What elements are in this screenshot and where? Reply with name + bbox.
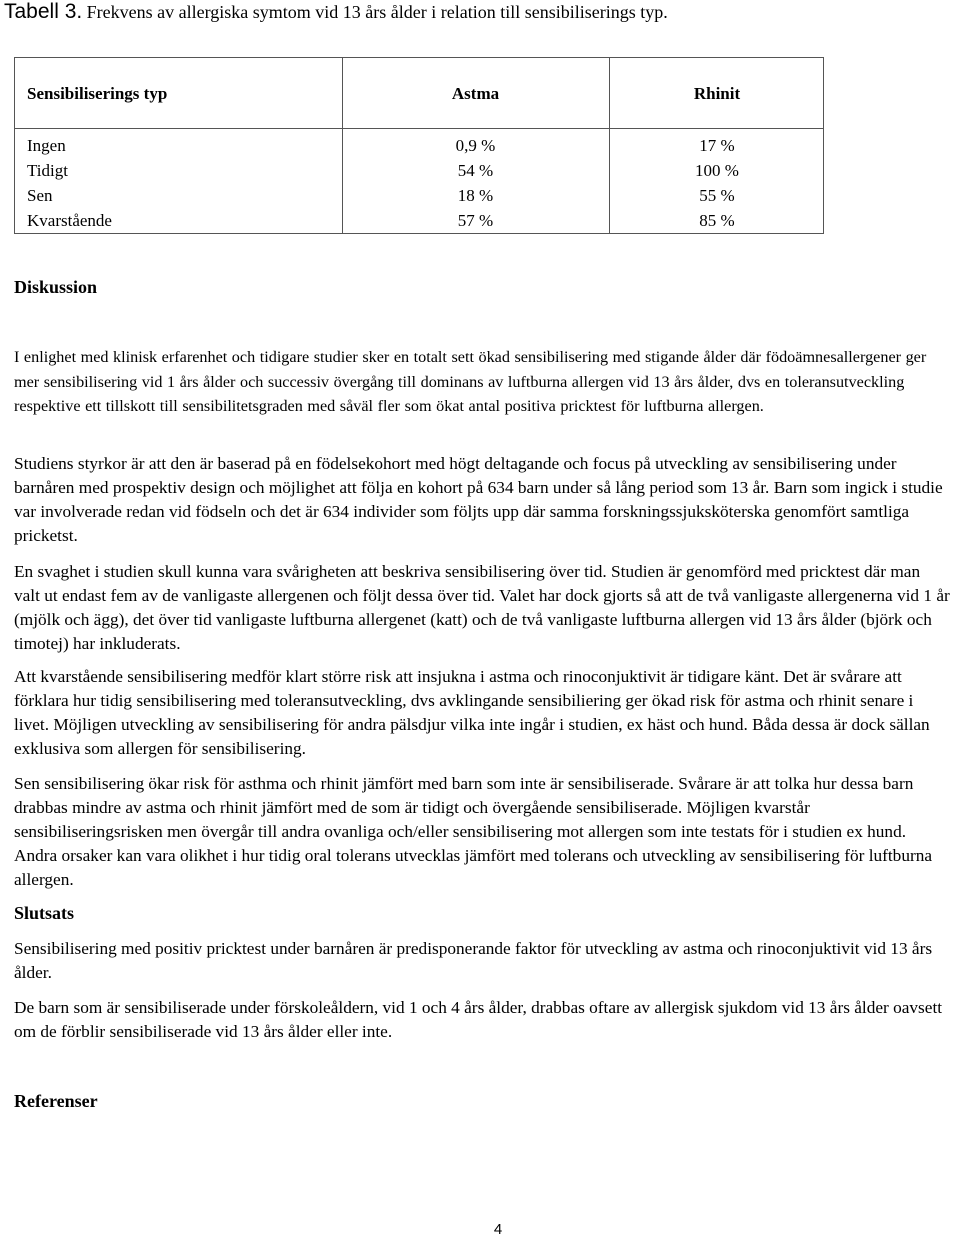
table-header-divider xyxy=(15,128,823,129)
table-cell: Ingen xyxy=(27,136,66,155)
table-cell: Kvarstående xyxy=(27,211,112,230)
references-heading: Referenser xyxy=(14,1091,98,1111)
table-header-cell: Sensibiliserings typ xyxy=(27,84,168,103)
table-caption-text: Frekvens av allergiska symtom vid 13 års ålder i relation till sensibiliserings typ. xyxy=(86,2,668,22)
discussion-paragraph: I enlighet med klinisk erfarenhet och tidigare studier sker en totalt sett ökad sensibilisering med stigande ålder där födoämnesallergener ger mer sensibilisering vid 1 års ålder och successiv övergång till dominans av luftburna allergen vid 13 års ålder, dvs en toleransutveckling respektive ett tillskott till sensibilitetsgraden med såväl fler som ökat antal positiva pricktest för luftburna allergen. xyxy=(14,348,927,416)
table-caption-label: Tabell 3. xyxy=(4,0,83,23)
table-header-cell: Rhinit xyxy=(693,84,741,103)
table-caption xyxy=(4,0,668,24)
table-cell: 100 % xyxy=(695,161,739,180)
table-header-cell: Astma xyxy=(451,84,500,103)
table-cell: 18 % xyxy=(457,186,494,205)
discussion-paragraph: En svaghet i studien skull kunna vara svårigheten att beskriva sensibilisering över tid. Studien är genomförd med pricktest där man valt ut endast fem av de vanligaste allergenen och följt dessa över tid. Valet har dock gjorts så att de två vanligaste allergenerna vid 1 år (mjölk och ägg), det över tid vanligaste luftburna allergenet (katt) och de två vanligaste luftburna allergen vid 13 års ålder (björk och timotej) har inkluderats. xyxy=(14,562,950,653)
discussion-paragraph: Sen sensibilisering ökar risk för asthma och rhinit jämfört med barn som inte är sensibiliserade. Svårare är att tolka hur dessa barn drabbas mindre av astma och rhinit jämfört med de som är tidigt och övergående sensibiliserade. Möjligen kvarstår sensibiliseringsrisken men övergår till andra ovanliga och/eller sensibilisering mot allergen som inte testats för i studien ex hund. Andra orsaker kan vara olikhet i hur tidig oral tolerans utvecklas jämfört med tolerans och utveckling av sensibilisering för luftburna allergen. xyxy=(14,774,933,889)
sensitization-table xyxy=(14,57,824,234)
table-cell: 55 % xyxy=(699,186,735,205)
table-cell: 57 % xyxy=(457,211,494,230)
discussion-paragraph: Studiens styrkor är att den är baserad på en födelsekohort med högt deltagande och focus på utveckling av sensibilisering under barnåren med prospektiv design och möjlighet att följa en kohort på 634 barn under så lång period som 13 år. Barn som ingick i studie var involverade redan vid födseln och det är 634 individer som följts upp där samma forskningssjuksköterska genomfört samtliga pricketst. xyxy=(14,454,943,545)
conclusion-heading: Slutsats xyxy=(14,903,75,923)
table-cell: 0,9 % xyxy=(455,136,496,155)
table-cell: 17 % xyxy=(699,136,735,155)
conclusion-paragraph: De barn som är sensibiliserade under förskoleåldern, vid 1 och 4 års ålder, drabbas oftare av allergisk sjukdom vid 13 års ålder oavsett om de förblir sensibiliserade vid 13 års ålder eller inte. xyxy=(14,998,943,1041)
discussion-heading: Diskussion xyxy=(14,277,98,297)
table-cell: Tidigt xyxy=(27,161,68,180)
table-cell: 54 % xyxy=(457,161,494,180)
discussion-paragraph: Att kvarstående sensibilisering medför klart större risk att insjukna i astma och rinoconjuktivit är tidigare känt. Det är svårare att förklara hur tidig sensibilisering med toleransutveckling, dvs avklingande sensibiliering ger ökad risk för astma och rhinit senare i livet. Möjligen utveckling av sensibilisering för andra pälsdjur vilka inte ingår i studien, ex häst och hund. Båda dessa är dock sällan exklusiva som allergen för sensibilisering. xyxy=(14,667,930,758)
conclusion-paragraph: Sensibilisering med positiv pricktest under barnåren är predisponerande faktor för utveckling av astma och rinoconjuktivit vid 13 års ålder. xyxy=(14,939,933,982)
page-number: 4 xyxy=(493,1221,503,1238)
table-cell: Sen xyxy=(27,186,53,205)
table-cell: 85 % xyxy=(699,211,735,230)
